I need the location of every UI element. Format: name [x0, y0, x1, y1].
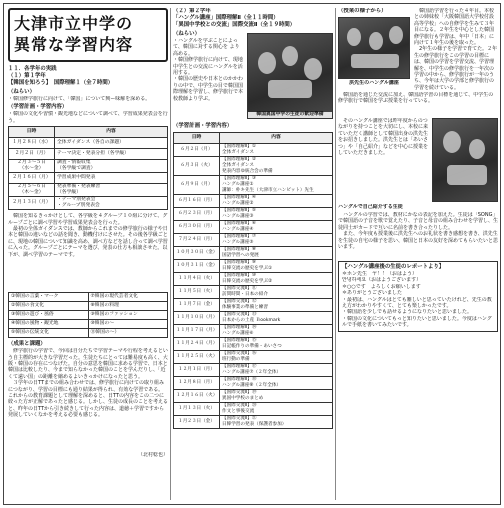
schedule-content: 【国際理解Ⅱ】⑦ ハングル講座⑤ [220, 234, 333, 247]
section-heading: １１．各学年の実践 （１）第１学年 【韓国を知ろう】 国際理解１（全７時間） [8, 66, 114, 86]
theme-row [9, 320, 168, 329]
report-line: ・韓国語を少しでも話せるようになりたいと思いました。 [342, 309, 473, 316]
schedule-date: ６月３日（火） [174, 157, 220, 176]
schedule-date: １２月１日（月） [174, 364, 220, 377]
schedule-content: 【国際理解Ⅱ】⑤ ハングル講座③ [220, 208, 333, 221]
schedule-date: １０月３０日（金） [174, 247, 220, 260]
body-paragraph: そのハングル講座では昨年度からのつながりを持つことを大切にし、本校に来ていただく講師として韓国出身の洪先生をお招きしました。洪先生とは「あいさつ」や「自己紹介」などを中心に授業をしていただきました。 [338, 118, 428, 157]
aim-text: ・ハングルを学ぶことによって、韓国に対する関心を より高める。 ・韓国修学旅行に向けて、現地中学生との交流にハングルを活用する。 ・韓国の歴史や日本とのかかわりの中で、中学生の目で韓国国際理解を学習し、修学旅行で本校教師より学ぶ。 [173, 38, 243, 102]
schedule-row [174, 286, 333, 299]
report-line: 안녕하세요（おはようございます） [342, 277, 422, 284]
schedule-content: 【国際交流Ⅱ】⑬ 日本からの土産 Ｂookmark [220, 312, 333, 325]
schedule-row [9, 197, 168, 210]
schedule-row [174, 364, 333, 377]
schedule-date: １１月５日（火） [174, 286, 220, 299]
schedule-content: 【国際理解Ⅱ】⑧ 国語学習への発展 [220, 247, 333, 260]
theme-cell: ⑦韓国の現代芸者文化 [88, 293, 168, 302]
schedule-table [8, 126, 168, 210]
schedule-content: 【国際交流Ⅱ】⑲ 異国中学校のまとめ [220, 390, 333, 403]
title-line2: 異常な学習内容 [14, 35, 134, 54]
schedule-date: １０月３１日（金） [174, 260, 220, 273]
schedule-row [174, 144, 333, 157]
header-date: 日時 [9, 127, 55, 138]
schedule-date: １１月２４日（月） [174, 338, 220, 351]
schedule-row [174, 195, 333, 208]
results-text: 修学旅行の学習で、今回は自分たちで学習テーマや行程を考えるという自主標的が大きな学習だった。生徒たちにとっては難易度も高く、大阪・韓国の存在につなげた。自分の意思を韓国に求める学習で、日本と韓国は比較したり、今まで知らなかった韓国のことを学んだりし、「近くて遠い国」の距離を縮めるよいきっかけになったと思う。 ３学年の日TTまでの組み合わせでは、修学旅行に向けての取り組みにつながり、学習の目標にも通り結果が得られ、有効な学習である。これからの教育課題として理解を深めると、日TTの内容をこの二つに絞った方が正解であったと感じる。しかし、生徒の成長のことを考えると、昨年の日TTから引き続きして行った内容は、道徳＋学習ですから発展していくなかを考える必要も感じる。 [8, 348, 168, 419]
schedule-content: 【国際理解Ⅱ】⑩ 日韓交流の歴史を学ぶ② [220, 273, 333, 286]
schedule-content: 【国際交流Ⅱ】⑫ 体験事業の準備と練習 [220, 299, 333, 312]
theme-cell: ⑧韓国の料理 [88, 302, 168, 311]
plan-heading: （学習計画・学習内容） [8, 104, 68, 111]
class-photo [338, 17, 410, 79]
aim-heading: （ねらい） [8, 89, 35, 95]
schedule-row [174, 234, 333, 247]
schedule-content: 【国際理解Ⅱ】⑥ ハングル講座④ [220, 221, 333, 234]
theme-row [9, 293, 168, 302]
report-lines [342, 271, 494, 329]
schedule-row [9, 184, 168, 197]
schedule-date: ７月２４日（月） [174, 234, 220, 247]
report-line: ・最初は、ハングルはとても難しいと思っていたけれど、先生の教え方がわかりやすくて、とても楽しかったです。 [342, 296, 492, 310]
aim-heading: （ねらい） [173, 31, 200, 37]
schedule-row [174, 390, 333, 403]
schedule-date: ６月１６日（月） [174, 195, 220, 208]
schedule-content: 【国際理解Ⅱ】⑱ ハングル講座⑧（２年全体） [220, 377, 333, 390]
schedule-date: ２月１３日（月） [9, 197, 55, 210]
column-left [8, 8, 168, 502]
column-right [338, 8, 498, 502]
schedule-table [173, 132, 333, 429]
schedule-content: 【国際理解Ⅱ】⑮ 日記帳作りの準備・あいさつ [220, 338, 333, 351]
photo-caption: ハングルで自己紹介する生徒 [338, 204, 403, 210]
schedule-row [174, 260, 333, 273]
header-content: 内容 [55, 127, 168, 138]
plan-text: ・韓国の文化や習慣・観光地などについて調べて、学習成果発表会を行う。 [8, 111, 168, 124]
schedule-date: １１月４日（火） [174, 273, 220, 286]
plan-heading: （学習計画・学習内容） [173, 123, 233, 129]
report-line: ＊○○です よろしくお願いします [342, 283, 421, 290]
theme-cell: ⑩韓国の～ [88, 320, 168, 329]
theme-cell: ⑪韓国の～） [88, 329, 168, 338]
schedule-row [174, 416, 333, 429]
schedule-row [174, 273, 333, 286]
schedule-row [174, 221, 333, 234]
photo-caption: 韓国異国中学の生徒の歓迎準備 [248, 112, 332, 118]
schedule-date: １２月１６日（火） [174, 390, 220, 403]
photo-heading: （授業の様子から） [338, 8, 387, 14]
aim-text: ・韓国修学旅行に向けて、「韓国」について興ー味解を深める。 [8, 96, 151, 102]
schedule-content: 【国際理解Ⅱ】⑰ ハングル講座⑦（２年全体） [220, 364, 333, 377]
schedule-content: 【国際交流Ⅱ】⑯ 班行動の準備 [220, 351, 333, 364]
student-report-box [338, 261, 498, 332]
schedule-row [174, 325, 333, 338]
title-line1: 大津市立中学の [14, 14, 134, 33]
schedule-row [9, 173, 168, 184]
intro-text: 韓国語学習を行った４年目。本校との姉妹校「大阪韓国語大学校付設高等学校」への自修学を生みて３年目になる。２年生を中心とした韓国修学旅行も学習は、年中「日本」に向けて１年生の後を取った。 2年生の様子を学習で育てた。２年生の修学旅行をこの学習の目標には、韓国の学習を学習交流、学習理解を、中学生の修学旅行を一年次の学習の中から、修学旅行が一年のうち、今年は大学の学部と修学旅行の学習を続けている。 [414, 8, 498, 91]
theme-table [8, 292, 168, 338]
theme-cell: ④韓国の風物・観光地 [9, 320, 89, 329]
schedule-date: １１月７日（金） [174, 299, 220, 312]
schedule-content: 学習成果中間発表 [55, 173, 168, 184]
results-heading: （成果と課題） [8, 341, 46, 348]
schedule-content: 【国際理解Ⅱ】① 全体ガイダンス [220, 144, 333, 157]
schedule-date: ６月２３日（月） [174, 208, 220, 221]
report-heading: 【ハングル講座後の生徒のレポートより】 [342, 264, 445, 270]
column-middle [173, 8, 333, 502]
schedule-date: ６月２日（月） [174, 144, 220, 157]
schedule-date: ６月３０日（月） [174, 221, 220, 234]
schedule-row [174, 403, 333, 416]
schedule-date: ２月１６日（月） [9, 173, 55, 184]
schedule-row [174, 338, 333, 351]
body-paragraph: 韓国を知るきっかけとして、各学級を４グループ１０組に分けて、グループごとに調べ学習や学習成果発表会を行った。 最初の全体ガイダンスでは、教師からこれまでの修学旅行の様子や日本と韓国の違いなどの話を聞き、動機付けにさせた。その後各学級ごとに、現地の韓国について知識を高め、調べ方などを話し合って調べ学習に入った。グループごとにテーマを選び、発表の仕方も相談させた。以下が、調べ学習のテーマです。 [8, 213, 168, 258]
schedule-content: 【国際理解Ⅱ】⑭ ハングル講座⑥ [220, 325, 333, 338]
aim-block [173, 31, 333, 121]
theme-cell: ③韓国の遊び・風俗 [9, 311, 89, 320]
schedule-row [174, 351, 333, 364]
schedule-content: 【国際理解Ⅱ】③ ハングル講座① 講師：朴キ先生（大津市立ハンビット）先生 [220, 176, 333, 195]
report-line: ＊ホン先生 ヤ！！（おはよう） [342, 271, 418, 277]
schedule-date: １月１３日（火） [174, 403, 220, 416]
schedule-content: 【国際交流Ⅱ】⑪ 訪問時間・日本の紹介 [220, 286, 333, 299]
column-divider [335, 8, 336, 500]
header-date: 日時 [174, 133, 220, 144]
schedule-row [174, 157, 333, 176]
theme-cell: ⑨韓国のファッション [88, 311, 168, 320]
schedule-row [174, 208, 333, 221]
schedule-date: ６月９日（月） [174, 176, 220, 195]
schedule-row [174, 176, 333, 195]
schedule-row [9, 149, 168, 160]
schedule-content: 調査・情報収集 （各学級で調査） [55, 160, 168, 173]
schedule-date: １月２８日（水） [9, 138, 55, 149]
schedule-content: 【国際理解Ⅱ】⑨ 日韓交流の歴史を学ぶ① [220, 260, 333, 273]
schedule-content: 【国際理解Ⅱ】② 全体ガイダンス 発表内容ゆ統合会の準備 [220, 157, 333, 176]
body-paragraph: 韓国語を通じた交流に加え、韓国語学習の目標を通じて、中学生の修学旅行で韓国を学ぶ授業を行っている。 [338, 92, 494, 105]
top-block [338, 8, 498, 92]
column-divider [170, 8, 171, 500]
schedule-content: 【国際理解Ⅱ】④ ハングル講座② [220, 195, 333, 208]
schedule-row [174, 377, 333, 390]
schedule-content: 全体ガイダンス（各自の課題） [55, 138, 168, 149]
schedule-content: 【国際交流Ⅱ】⑳ 作文と事後交流 [220, 403, 333, 416]
welcome-photo [247, 33, 333, 119]
schedule-content: 【国際交流Ⅱ】㉑ 日韓学習の発表（保護者参加） [220, 416, 333, 429]
schedule-content: テーマ決定・発表分担（各学級） [55, 149, 168, 160]
schedule-date: ２月２日（月） [9, 149, 55, 160]
schedule-date: １１月１０日（月） [174, 312, 220, 325]
newsletter-page [3, 3, 501, 505]
schedule-row [174, 247, 333, 260]
theme-row [9, 302, 168, 311]
author: （北村稔也） [137, 452, 168, 459]
schedule-date: １１月２５日（火） [174, 351, 220, 364]
schedule-row [9, 138, 168, 149]
report-line: ・韓国の文化についてもっと知りたいと思いました。今度はハングルで手紙を書いてみたいです。 [342, 315, 492, 329]
schedule-date: １１月１７日（月） [174, 325, 220, 338]
header-content: 内容 [220, 133, 333, 144]
theme-row [9, 311, 168, 320]
title-box [8, 8, 168, 62]
theme-cell: ①韓国の言葉・マーク [9, 293, 89, 302]
theme-cell: ②韓国の食文化 [9, 302, 89, 311]
section-heading: （２）第２学年 「ハングル講座」国際理解Ⅱ（全１１時間） 「異国中学校との交流」国際交流Ⅱ（全１９時間） [173, 8, 296, 28]
schedule-content: ・テーマ別発表会 ・グループ別発表会 [55, 197, 168, 210]
theme-row [9, 329, 168, 338]
middle-block [338, 118, 498, 258]
report-line: ＊ありがとうございました [342, 290, 403, 297]
theme-cell: ⑤韓国の伝統文化 [9, 329, 89, 338]
student-photo [432, 118, 498, 202]
schedule-date: １月２３日（金） [174, 416, 220, 429]
schedule-row [9, 160, 168, 173]
schedule-row [174, 299, 333, 312]
schedule-date: １２月８日（月） [174, 377, 220, 390]
body-paragraph: ハングルの学習では、教材にかなの表記を加えた。生徒は「SONG」で韓国語の子音を歌で覚えたり、子音と母音の組み合わせを学習し、生徒同士がカードで互いに名前を書き合ったりした。 また、今年度も授業後に洪先生へのお礼状を書き感想を書き、洪先生を生徒の自宅の様子を思い、韓国と日本の友好を深めてもらいたいと思います。 [338, 212, 498, 251]
schedule-content: 発表準備・発表練習 （各学級） [55, 184, 168, 197]
photo-caption: 洪先生のハングル講座 [349, 80, 399, 86]
schedule-date: ２月５～６日 （木～金） [9, 184, 55, 197]
schedule-date: ２月３～５日 （水～金） [9, 160, 55, 173]
schedule-row [174, 312, 333, 325]
